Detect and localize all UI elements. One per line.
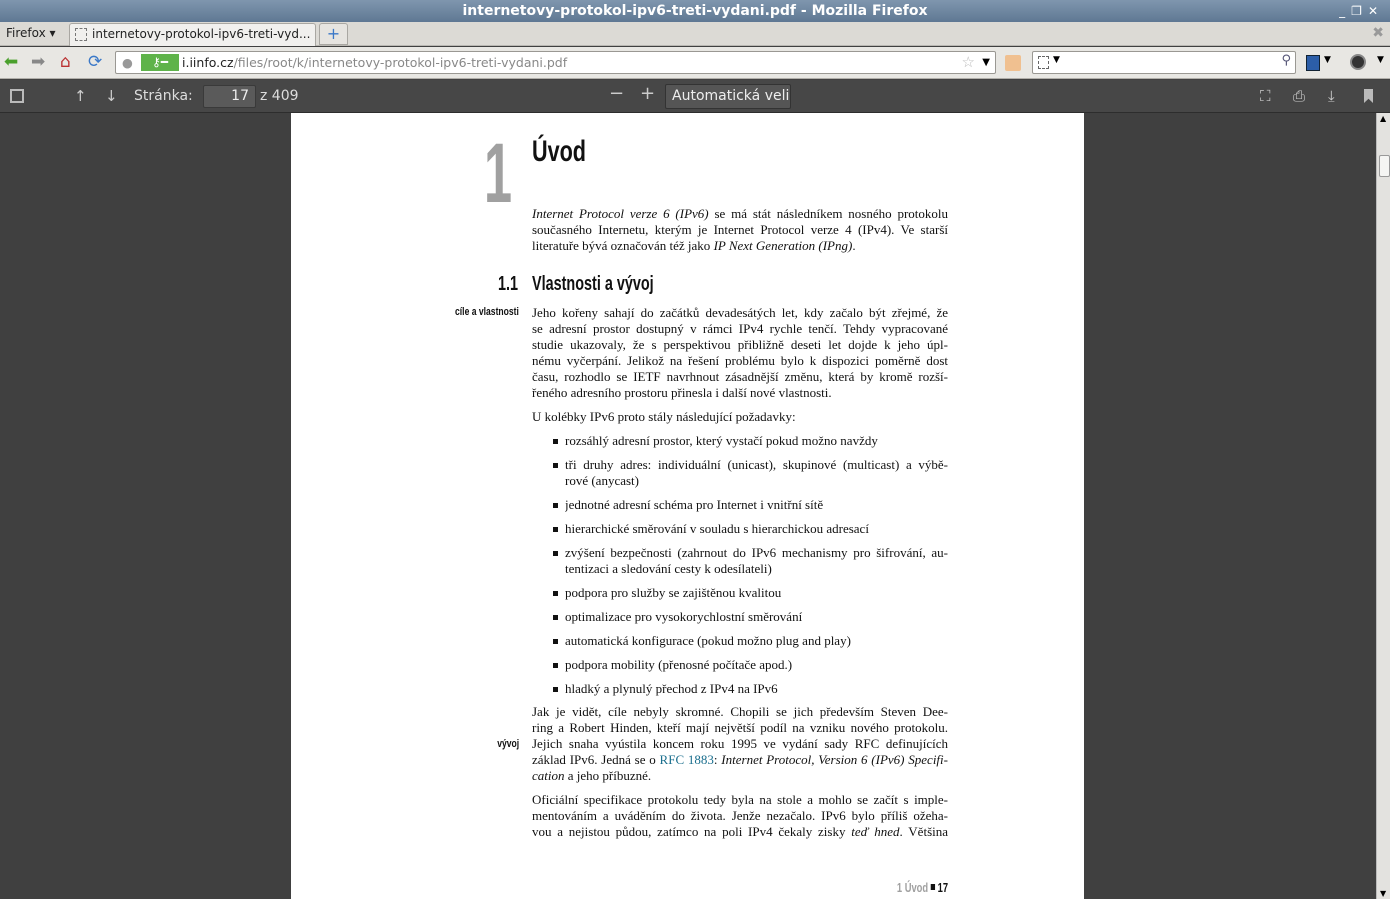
text-line: ring a Robert Hinden, kteří mají největší podíl na vzniku nového protokolu. [532, 720, 948, 735]
text-line: studie ukazovaly, že s perspektivou přibližně deseti let dojde k jeho úpl- [532, 337, 948, 352]
text-line: zvýšení bezpečnosti (zahrnout do IPv6 mechanismy pro šifrování, au- [565, 545, 948, 560]
url-bar[interactable] [115, 51, 996, 74]
page-footer [897, 880, 948, 895]
scroll-down-icon[interactable]: ▼ [1380, 889, 1387, 898]
text-line: tentizaci a sledování cesty k odesílateli) [565, 561, 772, 576]
text: Internet Protocol, Version 6 (IPv6) Specifi- [721, 752, 948, 767]
page-label: Stránka: [134, 88, 193, 104]
close-tab-icon[interactable]: ✖ [1372, 25, 1384, 41]
margin-note: vývoj [497, 738, 519, 750]
next-page-icon[interactable]: ↓ [105, 87, 118, 105]
forward-icon[interactable]: ➡ [31, 52, 46, 72]
paragraph-lines [532, 704, 948, 752]
text: a jeho příbuzné. [564, 768, 652, 783]
bullet-icon [553, 551, 558, 556]
fullscreen-icon[interactable]: ⛶ [1260, 87, 1271, 105]
text-line: Oficiální specifikace protokolu tedy byla na stole a mohlo se začít s imple- [532, 792, 948, 807]
download-icon[interactable]: ⤓ [1328, 87, 1335, 105]
navigation-bar [0, 47, 1390, 79]
bullet-icon [553, 591, 558, 596]
paragraph-lines [532, 792, 948, 824]
bullet-icon [553, 663, 558, 668]
search-input[interactable] [1032, 51, 1296, 74]
paragraph [532, 305, 948, 401]
bookmarks-icon[interactable] [1306, 55, 1320, 71]
url-path: /files/root/k/internetovy-protokol-ipv6-treti-vydani.pdf [233, 55, 568, 70]
list-item [565, 457, 948, 489]
list-item [565, 609, 948, 625]
scroll-up-icon[interactable]: ▲ [1380, 114, 1387, 123]
back-icon[interactable]: ⬅ [4, 52, 19, 72]
text-line: řeného adresního prostoru přinesla i další nové vlastnosti. [532, 385, 832, 400]
intro-paragraph [532, 206, 948, 254]
sidebar-toggle-icon[interactable] [10, 89, 24, 103]
text-line: literatuře bývá označován též jako IP Next Generation (IPng). [532, 238, 856, 253]
text-line: hierarchické směrování v souladu s hierarchickou adresací [565, 521, 869, 536]
url-domain: i.iinfo.cz [182, 55, 234, 70]
zoom-select[interactable]: Automatická veli [665, 84, 791, 109]
url-dropdown-icon[interactable]: ▼ [982, 57, 990, 68]
minimize-button[interactable]: _ [1339, 4, 1352, 18]
rss-feed-icon[interactable] [1005, 55, 1021, 71]
search-magnifier-icon[interactable]: ⚲ [1281, 53, 1291, 68]
text-line: nému vyčerpání. Jelikož na řešení problému bylo k dispozici poměrně dost [532, 353, 948, 368]
section-number: 1.1 [498, 273, 519, 295]
paragraph: U kolébky IPv6 proto stály následující požadavky: [532, 409, 796, 424]
list-item [565, 497, 948, 513]
site-identity-key-icon[interactable]: ⚷━ [141, 54, 179, 71]
tab-label: internetovy-protokol-ipv6-treti-vyd... [92, 27, 311, 41]
bookmark-star-icon[interactable]: ☆ [961, 53, 975, 71]
footer-chapter: 1 Úvod [896, 880, 929, 895]
text-line: Internet Protocol verze 6 (IPv6) se má stát následníkem nosného protokolu [532, 206, 948, 221]
window-title: internetovy-protokol-ipv6-treti-vydani.pdf - Mozilla Firefox [0, 0, 1390, 22]
chevron-down-icon[interactable]: ▼ [1324, 55, 1331, 65]
text-line: současného Internetu, kterým je Internet Protocol verze 4 (IPv4). Ve starší [532, 222, 948, 237]
list-item [565, 433, 948, 449]
text: vou a nejistou půdou, zatímco na poli IPv4 čekaly zisky [532, 824, 852, 839]
margin-note: cíle a vlastnosti [455, 306, 519, 318]
text-line: mentováním a uváděním do života. Jenže nezačalo. IPv6 bylo příliš ožeha- [532, 808, 948, 823]
text-line: Jak je vidět, cíle nebyly skromné. Chopili se jich především Steven Dee- [532, 704, 948, 719]
chapter-number: 1 [484, 126, 513, 220]
bookmark-icon[interactable] [1364, 89, 1373, 103]
list-item [565, 545, 948, 577]
text: . Většina [899, 824, 948, 839]
text-line: podpora mobility (přenosné počítače apod.) [565, 657, 793, 672]
chapter-title: Úvod [532, 135, 586, 168]
vertical-scrollbar[interactable] [1376, 113, 1390, 899]
section-title: Vlastnosti a vývoj [532, 273, 654, 295]
page-favicon-icon [75, 28, 87, 41]
text-line: optimalizace pro vysokorychlostní směrování [565, 609, 803, 624]
text: teď hned [851, 824, 900, 839]
text-line: rové (anycast) [565, 473, 639, 488]
list-item [565, 585, 948, 601]
firefox-menu-button[interactable]: Firefox ▾ [6, 26, 56, 40]
page-total: z 409 [260, 88, 299, 104]
zoom-in-button[interactable]: + [640, 83, 656, 104]
maximize-button[interactable]: ❐ [1351, 4, 1368, 18]
footer-page-number: 17 [937, 880, 948, 895]
window-controls[interactable] [1339, 0, 1384, 22]
pdf-page [291, 113, 1084, 899]
chevron-down-icon[interactable]: ▼ [1377, 55, 1384, 65]
list-item [565, 657, 948, 673]
zoom-out-button[interactable]: − [609, 83, 625, 104]
text-line: podpora pro služby se zajištěnou kvalitou [565, 585, 782, 600]
rfc-link[interactable]: RFC 1883 [659, 752, 714, 767]
list-item [565, 633, 948, 649]
text-line: Jejich snaha vyústila koncem roku 1995 ve vydání sady RFC definujících [532, 736, 948, 751]
footer-separator [931, 884, 935, 890]
tab-active[interactable] [69, 23, 316, 46]
text: cation [532, 768, 565, 783]
text-line: rozsáhlý adresní prostor, který vystačí pokud možno navždy [565, 433, 878, 448]
text-line: Jeho kořeny sahají do začátků devadesátých let, kdy začalo být zřejmé, že [532, 305, 948, 320]
globe-icon: ● [122, 55, 133, 70]
search-engine-icon[interactable] [1038, 56, 1049, 69]
firefox-menu-label: Firefox [6, 26, 46, 40]
text: základ IPv6. Jedná se o [532, 752, 660, 767]
paragraph [532, 792, 948, 840]
list-item [565, 521, 948, 537]
paragraph [532, 704, 948, 784]
text-line: jednotné adresní schéma pro Internet i vnitřní sítě [565, 497, 824, 512]
text-line: automatická konfigurace (pokud možno plug and play) [565, 633, 851, 648]
bullet-icon [553, 439, 558, 444]
reload-icon[interactable]: ⟳ [88, 52, 103, 72]
addon-icon[interactable] [1350, 54, 1366, 70]
home-icon[interactable]: ⌂ [60, 52, 71, 72]
tab-bar [0, 22, 1390, 46]
bullet-icon [553, 463, 558, 468]
chevron-down-icon[interactable]: ▼ [1053, 55, 1060, 65]
pdf-toolbar [0, 80, 1390, 113]
new-tab-button[interactable]: + [319, 23, 348, 45]
scrollbar-thumb[interactable] [1379, 155, 1390, 177]
page-number-input[interactable]: 17 [203, 85, 256, 108]
text-line: hladký a plynulý přechod z IPv4 na IPv6 [565, 681, 778, 696]
bullet-icon [553, 503, 558, 508]
close-window-button[interactable]: ✕ [1367, 4, 1384, 18]
print-icon[interactable]: ⎙ [1293, 87, 1306, 105]
text: : [713, 752, 722, 767]
bullet-icon [553, 615, 558, 620]
text-line: tři druhy adres: individuální (unicast), skupinové (multicast) a výbě- [565, 457, 948, 472]
text-line: se adresní prostor dostupný v rámci IPv4 rychle tenčí. Tehdy vypracované [532, 321, 948, 336]
bullet-icon [553, 639, 558, 644]
text-line: času, rozhodlo se IETF navrhnout zásadnější změnu, která by kromě rozší- [532, 369, 948, 384]
previous-page-icon[interactable]: ↑ [74, 87, 87, 105]
bullet-icon [553, 527, 558, 532]
list-item [565, 681, 948, 697]
bullet-icon [553, 687, 558, 692]
